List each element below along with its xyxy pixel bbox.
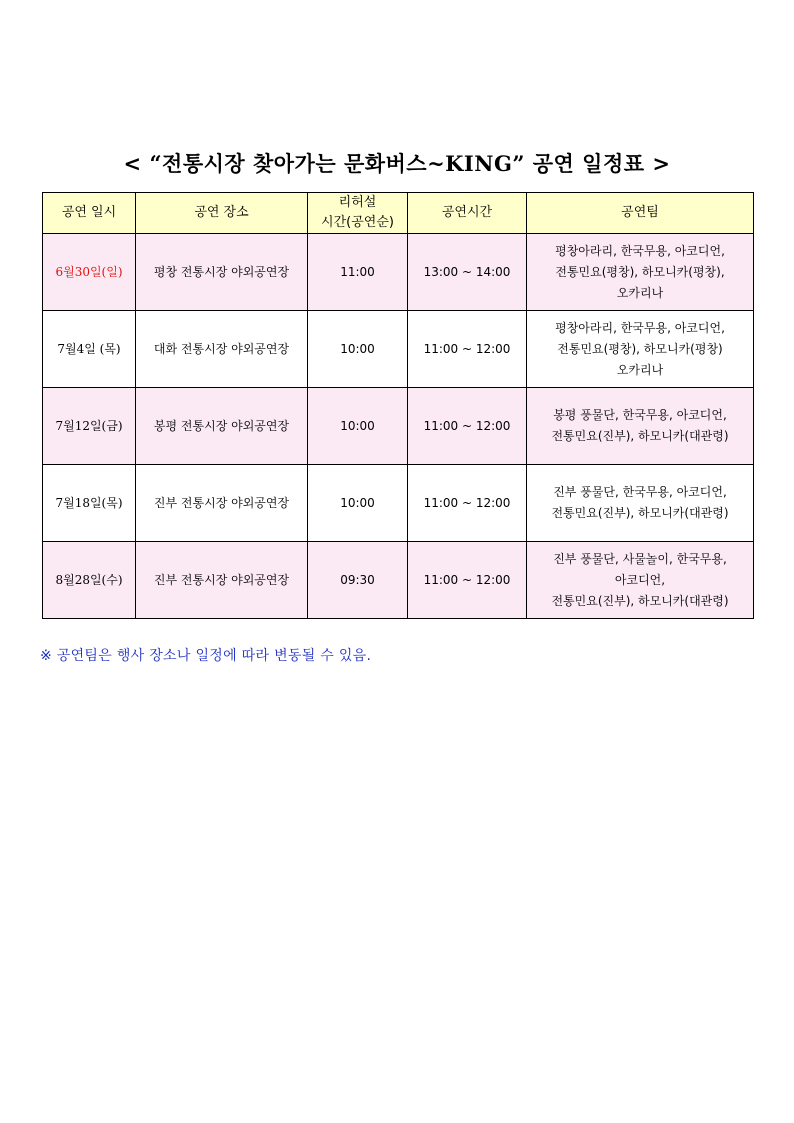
performance-date: 8월28일(수) xyxy=(43,542,136,619)
team-line: 오카리나 xyxy=(616,285,664,300)
performance-date: 6월30일(일) xyxy=(43,234,136,311)
schedule-change-note: ※ 공연팀은 행사 장소나 일정에 따라 변동될 수 있음. xyxy=(40,648,372,664)
performance-team xyxy=(527,388,754,465)
table-row xyxy=(43,542,754,619)
team-line: 아코디언, xyxy=(614,572,666,587)
team-line: 오카리나 xyxy=(616,362,664,377)
performance-date: 7월18일(목) xyxy=(43,465,136,542)
performance-venue: 대화 전통시장 야외공연장 xyxy=(136,311,308,388)
table-header-row xyxy=(43,193,754,234)
performance-venue: 진부 전통시장 야외공연장 xyxy=(136,465,308,542)
show-time: 11:00 ~ 12:00 xyxy=(408,388,527,465)
page-title: < “전통시장 찾아가는 문화버스~KING” 공연 일정표 > xyxy=(123,151,671,176)
performance-venue: 진부 전통시장 야외공연장 xyxy=(136,542,308,619)
schedule-table xyxy=(42,192,754,619)
team-line: 전통민요(진부), 하모니카(대관령) xyxy=(551,506,729,520)
table-row xyxy=(43,465,754,542)
table-row xyxy=(43,388,754,465)
performance-date: 7월12일(금) xyxy=(43,388,136,465)
team-line: 전통민요(평창), 하모니카(평창), xyxy=(555,264,725,279)
show-time: 11:00 ~ 12:00 xyxy=(408,465,527,542)
team-line: 진부 풍물단, 한국무용, 아코디언, xyxy=(553,485,727,499)
team-line: 평창아라리, 한국무용, 아코디언, xyxy=(555,243,725,258)
header-venue: 공연 장소 xyxy=(136,193,308,234)
performance-venue: 봉평 전통시장 야외공연장 xyxy=(136,388,308,465)
rehearsal-time: 10:00 xyxy=(308,465,408,542)
show-time: 11:00 ~ 12:00 xyxy=(408,542,527,619)
rehearsal-time: 10:00 xyxy=(308,388,408,465)
header-rehearsal-line2: 시간(공연순) xyxy=(321,215,394,230)
header-team: 공연팀 xyxy=(527,193,754,234)
team-line: 진부 풍물단, 사물놀이, 한국무용, xyxy=(553,551,727,566)
rehearsal-time: 10:00 xyxy=(308,311,408,388)
rehearsal-time: 09:30 xyxy=(308,542,408,619)
team-line: 평창아라리, 한국무용, 아코디언, xyxy=(555,320,725,335)
performance-team xyxy=(527,542,754,619)
rehearsal-time: 11:00 xyxy=(308,234,408,311)
team-line: 전통민요(진부), 하모니카(대관령) xyxy=(551,429,729,443)
show-time: 11:00 ~ 12:00 xyxy=(408,311,527,388)
performance-venue: 평창 전통시장 야외공연장 xyxy=(136,234,308,311)
header-date: 공연 일시 xyxy=(43,193,136,234)
table-row xyxy=(43,311,754,388)
team-line: 전통민요(진부), 하모니카(대관령) xyxy=(551,593,729,608)
performance-team xyxy=(527,234,754,311)
table-row xyxy=(43,234,754,311)
performance-team xyxy=(527,465,754,542)
show-time: 13:00 ~ 14:00 xyxy=(408,234,527,311)
header-rehearsal-line1: 리허설 xyxy=(338,195,377,210)
performance-date: 7월4일 (목) xyxy=(43,311,136,388)
header-showtime: 공연시간 xyxy=(408,193,527,234)
team-line: 봉평 풍물단, 한국무용, 아코디언, xyxy=(553,408,727,422)
team-line: 전통민요(평창), 하모니카(평창) xyxy=(557,341,723,356)
performance-team xyxy=(527,311,754,388)
header-rehearsal xyxy=(308,193,408,234)
